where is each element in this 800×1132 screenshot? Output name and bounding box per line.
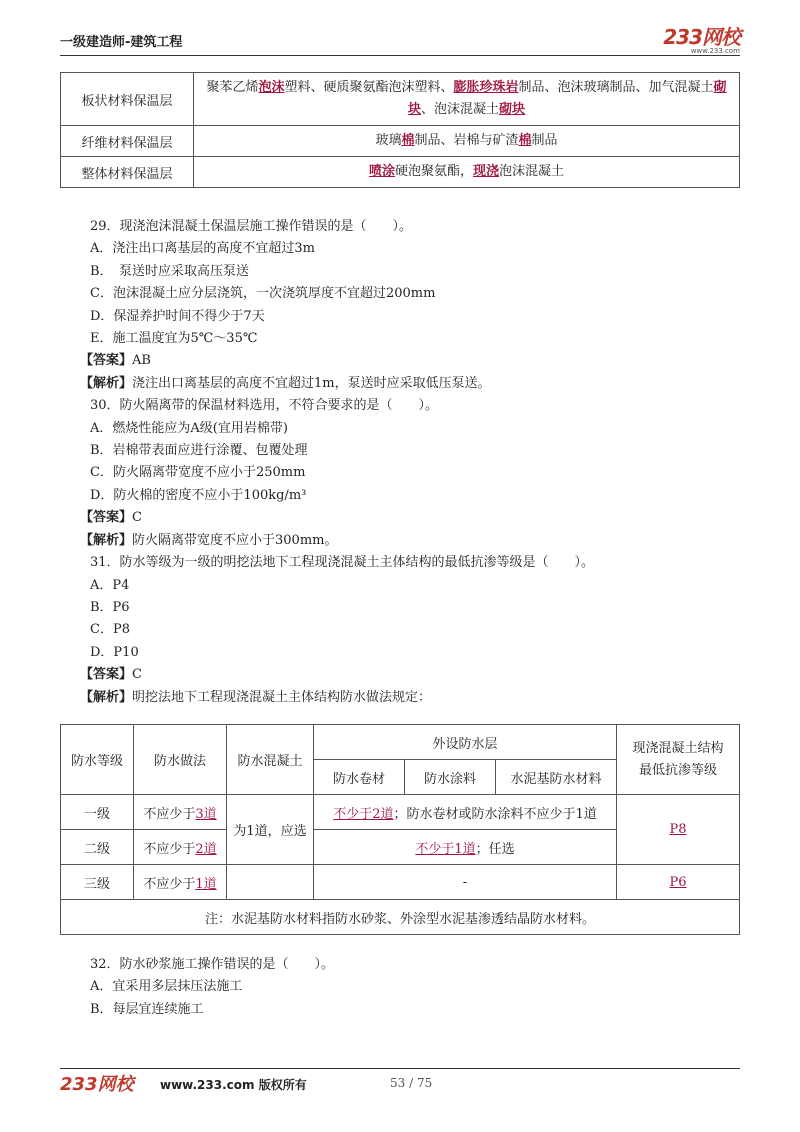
analysis-text: 防火隔离带宽度不应小于300mm。 — [132, 532, 338, 548]
highlight-text: 1道 — [195, 876, 217, 892]
question-stem: 29．现浇泡沫混凝土保温层施工操作错误的是（ ）。 — [90, 219, 413, 234]
footer-site[interactable]: www.233.com 版权所有 — [160, 1078, 307, 1092]
table-row — [61, 73, 740, 126]
level-cell: 三级 — [61, 865, 134, 900]
page-number: 53 / 75 — [390, 1076, 433, 1090]
option: B．岩棉带表面应进行涂覆、包覆处理 — [90, 443, 308, 459]
analysis-label: 【解析】 — [80, 689, 133, 705]
row-label: 纤维材料保温层 — [61, 126, 194, 157]
option: A．燃烧性能应为A级(宜用岩棉带) — [90, 420, 288, 436]
answer-value: C — [132, 667, 142, 683]
question-block — [90, 954, 740, 1021]
question-stem: 31．防水等级为一级的明挖法地下工程现浇混凝土主体结构的最低抗渗等级是（ ）。 — [90, 555, 595, 571]
header-text: 最低抗渗等级 — [638, 762, 717, 778]
grade-value: P6 — [669, 874, 687, 890]
text-segment: 制品 — [531, 133, 558, 148]
highlight-text: 砌块 — [499, 102, 526, 117]
row-content — [194, 157, 740, 188]
header-cell: 水泥基防水材料 — [496, 760, 617, 795]
brand-logo — [663, 21, 740, 55]
text-segment: 不应少于 — [143, 806, 196, 822]
answer-line — [80, 664, 740, 686]
highlight-text: 2道 — [195, 841, 217, 857]
answer-label: 【答案】 — [80, 353, 133, 369]
text-segment: 不应少于 — [143, 841, 196, 857]
level-cell: 二级 — [61, 830, 134, 865]
text-segment: 制品、泡沫玻璃制品、加气混凝土 — [518, 80, 714, 95]
note-row — [61, 900, 740, 935]
method-cell — [134, 865, 227, 900]
header-cell: 防水混凝土 — [227, 725, 314, 795]
option: E．施工温度宜为5℃～35℃ — [90, 331, 258, 347]
text-segment: 泡沫混凝土 — [499, 164, 565, 179]
highlight-text: 喷涂 — [368, 164, 395, 179]
text-segment: ；防水卷材或防水涂料不应少于1道 — [393, 806, 597, 822]
analysis-line — [80, 373, 740, 395]
text-segment: 玻璃 — [375, 133, 402, 148]
highlight-text: 3道 — [195, 806, 217, 822]
answer-value: C — [132, 510, 142, 526]
waterproof-table — [60, 724, 740, 935]
answer-label: 【答案】 — [80, 667, 133, 683]
option: C．防火隔离带宽度不应小于250mm — [90, 465, 306, 481]
row-content — [194, 73, 740, 126]
row-label: 整体材料保温层 — [61, 157, 194, 188]
method-cell — [134, 795, 227, 830]
logo-url: www.233.com — [690, 47, 740, 55]
option: D．P10 — [90, 644, 139, 660]
header-divider — [60, 55, 740, 56]
option: B．每层宜连续施工 — [90, 1001, 204, 1017]
question-stem: 30．防火隔离带的保温材料选用，不符合要求的是（ ）。 — [90, 398, 439, 414]
answer-label: 【答案】 — [80, 510, 133, 526]
answer-line — [80, 507, 740, 529]
row-label: 板状材料保温层 — [61, 73, 194, 126]
text-segment: 不应少于 — [143, 876, 196, 892]
text-segment: ；任选 — [475, 841, 515, 857]
option: C．泡沫混凝土应分层浇筑，一次浇筑厚度不宜超过200mm — [90, 286, 436, 302]
external-cell — [314, 830, 617, 865]
text-segment: 聚苯乙烯 — [206, 80, 259, 95]
external-cell: - — [314, 865, 617, 900]
header-cell: 防水卷材 — [314, 760, 405, 795]
option: A．P4 — [90, 577, 130, 593]
text-segment: 制品、岩棉与矿渣 — [414, 133, 519, 148]
header-cell: 防水等级 — [61, 725, 134, 795]
analysis-text: 浇注出口离基层的高度不宜超过1m，泵送时应采取低压泵送。 — [132, 375, 491, 391]
highlight-text: 膨胀珍珠岩 — [453, 80, 519, 95]
option: D．防火棉的密度不应小于100kg/m³ — [90, 487, 307, 503]
option: A．宜采用多层抹压法施工 — [90, 979, 243, 995]
highlight-text: 棉 — [518, 133, 532, 148]
concrete-cell: 为1道，应选 — [227, 795, 314, 865]
insulation-table — [60, 72, 740, 188]
text-segment: 硬泡聚氨酯， — [394, 164, 473, 179]
grade-value: P8 — [669, 822, 687, 837]
table-row — [61, 865, 740, 900]
header-cell: 防水涂料 — [405, 760, 496, 795]
note-cell: 注：水泥基防水材料指防水砂浆、外涂型水泥基渗透结晶防水材料。 — [61, 900, 740, 935]
analysis-label: 【解析】 — [80, 375, 133, 391]
header-cell — [617, 725, 740, 795]
option: B． 泵送时应采取高压泵送 — [90, 263, 250, 279]
level-cell: 一级 — [61, 795, 134, 830]
document-title: 一级建造师-建筑工程 — [60, 35, 183, 50]
header-cell: 防水做法 — [134, 725, 227, 795]
footer-logo: 233网校 — [60, 1074, 134, 1095]
external-cell — [314, 795, 617, 830]
analysis-line — [80, 687, 740, 709]
table-row — [61, 795, 740, 830]
question-block — [80, 216, 740, 709]
highlight-text: 现浇 — [473, 164, 500, 179]
table-row — [61, 126, 740, 157]
question-stem: 32．防水砂浆施工操作错误的是（ ）。 — [90, 957, 335, 972]
logo-text: 233网校 — [663, 25, 740, 49]
page-footer — [60, 1074, 740, 1096]
analysis-text: 明挖法地下工程现浇混凝土主体结构防水做法规定： — [132, 689, 432, 705]
grade-cell — [617, 865, 740, 900]
method-cell — [134, 830, 227, 865]
highlight-text: 不少于1道 — [415, 841, 476, 857]
header-cell: 外设防水层 — [314, 725, 617, 760]
footer-divider — [60, 1068, 740, 1069]
table-row — [61, 157, 740, 188]
text-segment: 、泡沫混凝土 — [420, 102, 499, 117]
answer-value: AB — [132, 353, 151, 369]
option: C．P8 — [90, 622, 130, 638]
grade-cell — [617, 795, 740, 865]
concrete-cell-empty — [227, 865, 314, 900]
row-content — [194, 126, 740, 157]
table-header-row — [61, 725, 740, 760]
header-text: 现浇混凝土结构 — [632, 740, 724, 756]
answer-line — [80, 350, 740, 372]
highlight-text: 不少于2道 — [333, 806, 394, 822]
analysis-line — [80, 530, 740, 552]
option: A．浇注出口离基层的高度不宜超过3m — [90, 241, 315, 257]
highlight-text: 棉 — [401, 133, 415, 148]
option: B．P6 — [90, 599, 130, 615]
analysis-label: 【解析】 — [80, 532, 133, 548]
highlight-text: 砌块 — [407, 80, 727, 117]
highlight-text: 泡沫 — [258, 80, 285, 95]
page-header — [60, 25, 740, 53]
option: D．保湿养护时间不得少于7天 — [90, 308, 265, 324]
text-segment: 塑料、硬质聚氨酯泡沫塑料、 — [284, 80, 454, 95]
